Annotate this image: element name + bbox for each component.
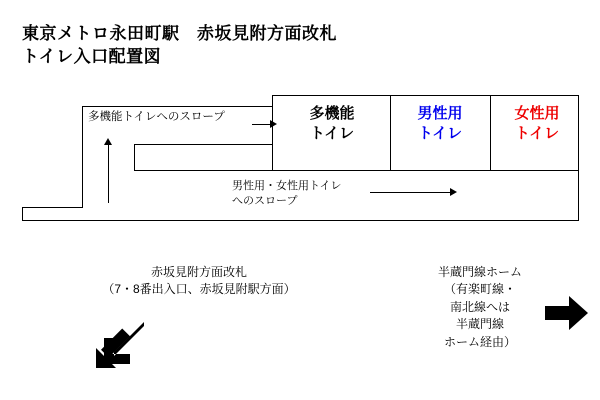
room-label-womens-line1: 女性用 [514,105,560,122]
room-label-mens-line2: トイレ [417,124,463,142]
room-label-womens [498,104,576,143]
arrow-down-left-icon [90,318,146,374]
caption-left-exit [74,264,324,299]
wall-top-left [82,106,273,107]
annotation-slope-multipurpose-arrow-shaft [252,124,272,125]
room-label-multipurpose-line2: トイレ [309,124,355,142]
annotation-slope-mens-womens-line1: 男性用・女性用トイレ [232,180,342,192]
wall-front-womens [490,170,578,171]
room-label-mens [397,104,483,143]
annotation-slope-mens-womens-line2: へのスロープ [232,195,298,207]
wall-front-mens [390,170,490,171]
room-label-womens-line2: トイレ [514,124,560,142]
wall-top-right [272,95,578,96]
arrow-right-icon-mens-womens [450,188,457,196]
wall-left [22,207,23,221]
wall-bottom [22,220,579,221]
wall-corridor-left [134,144,135,171]
arrow-right-icon-platform [545,295,589,331]
caption-right-line-3: 南北線へは [449,299,510,314]
corridor-arrow-shaft-vertical [108,145,109,203]
arrow-up-icon-corridor [104,138,112,145]
caption-left-line-1: 赤坂見附方面改札 [150,265,247,279]
wall-left-step [22,207,83,208]
page-title-line-1: 東京メトロ永田町駅 赤坂見附方面改札 [22,24,337,43]
wall-left-upper [82,106,83,208]
caption-right-line-1: 半蔵門線ホーム [437,265,522,279]
wall-right [578,95,579,220]
caption-left-line-2: （7・8番出入口、赤坂見附駅方面） [102,282,296,297]
annotation-slope-mens-womens-arrow-shaft [370,192,452,193]
caption-right-line-4: 半蔵門線 [455,317,504,332]
wall-divider-mens-left [390,95,391,170]
caption-right-line-5: ホーム経由） [443,334,516,349]
wall-divider-womens-left [490,95,491,170]
caption-right-platform [400,264,560,351]
arrow-right-icon-multipurpose [270,120,277,128]
room-label-mens-line1: 男性用 [417,105,463,122]
wall-corridor-bottom [134,170,273,171]
annotation-slope-multipurpose: 多機能トイレへのスロープ [88,111,225,123]
wall-divider-multipurpose-left [272,95,273,170]
wall-corridor-top [134,144,273,145]
wall-front-multipurpose [272,170,390,171]
room-label-multipurpose [283,104,381,143]
caption-right-line-2: （有楽町線・ [443,282,516,297]
page-title-line-2: トイレ入口配置図 [22,47,162,66]
room-label-multipurpose-line1: 多機能 [309,105,355,122]
